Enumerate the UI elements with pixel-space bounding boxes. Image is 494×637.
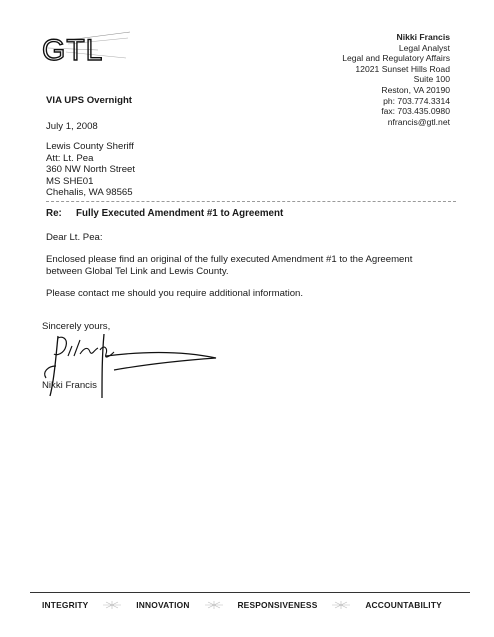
sender-city: Reston, VA 20190 <box>381 84 450 95</box>
sender-email: nfrancis@gtl.net <box>387 116 450 127</box>
body-paragraph <box>46 254 466 277</box>
subject-label: Re: <box>46 208 62 219</box>
letter-date: July 1, 2008 <box>46 121 98 132</box>
divider <box>46 201 456 202</box>
recipient-line: Chehalis, WA 98565 <box>46 187 133 199</box>
sender-phone: ph: 703.774.3314 <box>383 95 450 106</box>
signer-name: Nikki Francis <box>42 380 97 391</box>
subject-line <box>46 208 283 219</box>
recipient-line: 360 NW North Street <box>46 164 136 176</box>
footer-values <box>42 600 442 610</box>
gtl-logo-graphic <box>38 22 134 74</box>
star-separator-icon <box>330 600 352 610</box>
footer-value-integrity: INTEGRITY <box>42 600 89 610</box>
sender-street: 12021 Sunset Hills Road <box>355 63 450 74</box>
footer-divider <box>30 592 470 593</box>
body-line: Enclosed please find an original of the fully executed Amendment #1 to the Agreement <box>46 254 413 265</box>
star-separator-icon <box>203 600 225 610</box>
recipient-line: Lewis County Sheriff <box>46 141 134 152</box>
sender-fax: fax: 703.435.0980 <box>381 106 450 117</box>
body-paragraph-contact: Please contact me should you require additional information. <box>46 288 304 299</box>
recipient-line: Att: Lt. Pea <box>46 152 94 164</box>
recipient-address <box>46 141 135 199</box>
handwritten-signature <box>28 326 228 406</box>
footer-value-accountability: ACCOUNTABILITY <box>365 600 442 610</box>
star-separator-icon <box>101 600 123 610</box>
recipient-line: MS SHE01 <box>46 175 94 187</box>
footer-value-responsiveness: RESPONSIVENESS <box>237 600 318 610</box>
subject-text: Fully Executed Amendment #1 to Agreement <box>76 208 284 219</box>
gtl-logo-text: GTL <box>42 34 104 67</box>
gtl-logo <box>38 22 134 74</box>
body-line: between Global Tel Link and Lewis County. <box>46 265 229 277</box>
sender-department: Legal and Regulatory Affairs <box>342 53 450 64</box>
sender-suite: Suite 100 <box>413 74 450 85</box>
sender-title: Legal Analyst <box>398 42 450 53</box>
footer-value-innovation: INNOVATION <box>136 600 190 610</box>
delivery-method: VIA UPS Overnight <box>46 95 133 106</box>
sender-block <box>342 32 450 127</box>
sender-name: Nikki Francis <box>396 32 450 42</box>
closing: Sincerely yours, <box>42 321 111 332</box>
greeting: Dear Lt. Pea: <box>46 232 103 243</box>
